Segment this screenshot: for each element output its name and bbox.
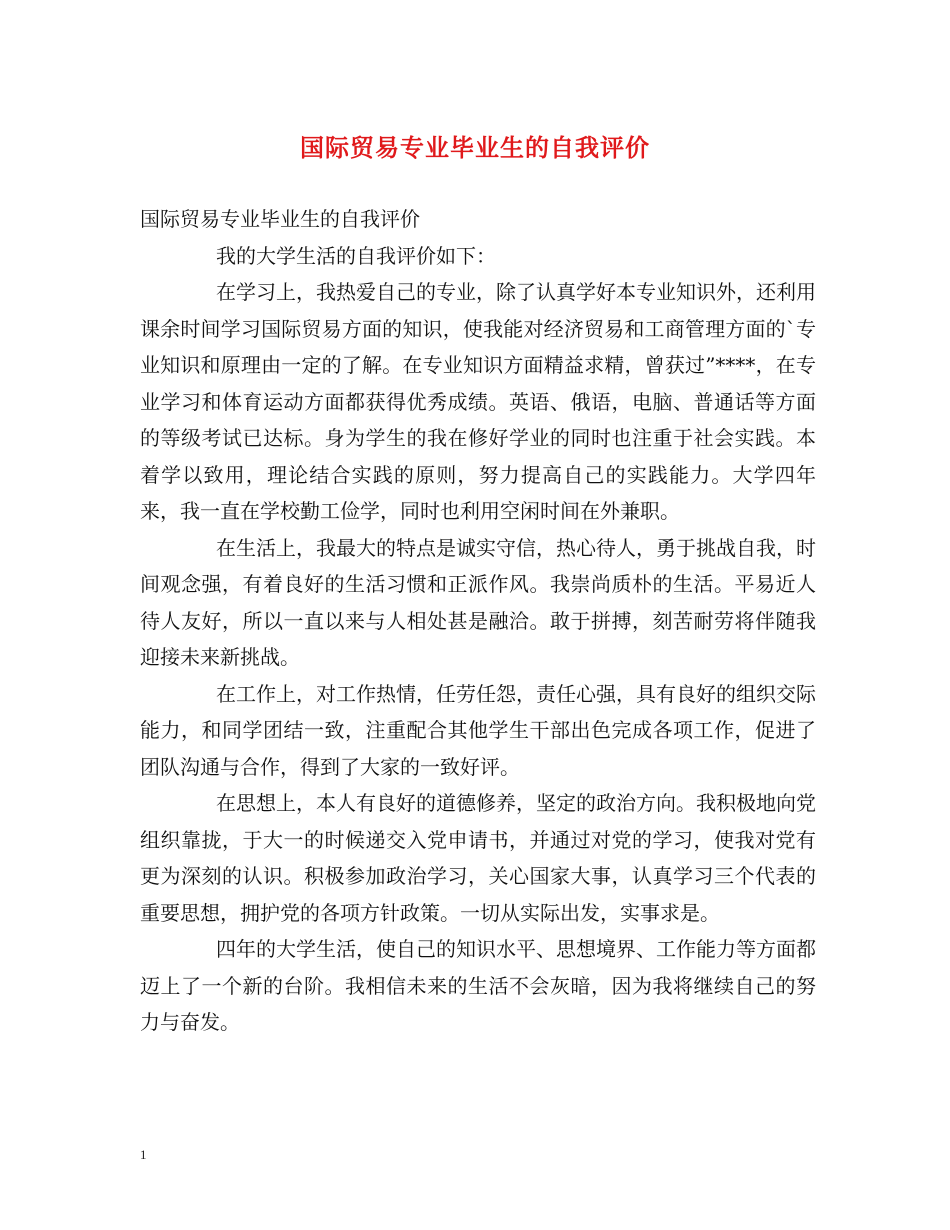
document-body xyxy=(140,201,816,1041)
life-paragraph: 在生活上，我最大的特点是诚实守信，热心待人，勇于挑战自我，时间观念强，有着良好的生活习惯和正派作风。我崇尚质朴的生活。平易近人待人友好，所以一直以来与人相处甚是融洽。敢于拼搏，刻苦耐劳将伴随我迎接未来新挑战。 xyxy=(140,535,816,669)
work-paragraph: 在工作上，对工作热情，任劳任怨，责任心强，具有良好的组织交际能力，和同学团结一致，注重配合其他学生干部出色完成各项工作，促进了团队沟通与合作，得到了大家的一致好评。 xyxy=(140,681,816,779)
subtitle-paragraph: 国际贸易专业毕业生的自我评价 xyxy=(140,207,420,231)
conclusion-paragraph: 四年的大学生活，使自己的知识水平、思想境界、工作能力等方面都迈上了一个新的台阶。我相信未来的生活不会灰暗，因为我将继续自己的努力与奋发。 xyxy=(140,937,816,1034)
study-paragraph: 在学习上，我热爱自己的专业，除了认真学好本专业知识外，还利用课余时间学习国际贸易方面的知识，使我能对经济贸易和工商管理方面的`专业知识和原理由一定的了解。在专业知识方面精益求精，曾获过”****，在专业学习和体育运动方面都获得优秀成绩。英语、俄语，电脑、普通话等方面的等级考试已达标。身为学生的我在修好学业的同时也注重于社会实践。本着学以致用，理论结合实践的原则，努力提高自己的实践能力。大学四年来，我一直在学校勤工俭学，同时也利用空闲时间在外兼职。 xyxy=(140,280,816,523)
page-number: 1 xyxy=(140,1147,147,1162)
intro-paragraph: 我的大学生活的自我评价如下： xyxy=(216,243,496,268)
thought-paragraph: 在思想上，本人有良好的道德修养，坚定的政治方向。我积极地向党组织靠拢，于大一的时候递交入党申请书，并通过对党的学习，使我对党有更为深刻的认识。积极参加政治学习，关心国家大事，认真学习三个代表的重要思想，拥护党的各项方针政策。一切从实际出发，实事求是。 xyxy=(140,791,816,925)
document-title: 国际贸易专业毕业生的自我评价 xyxy=(300,133,650,162)
